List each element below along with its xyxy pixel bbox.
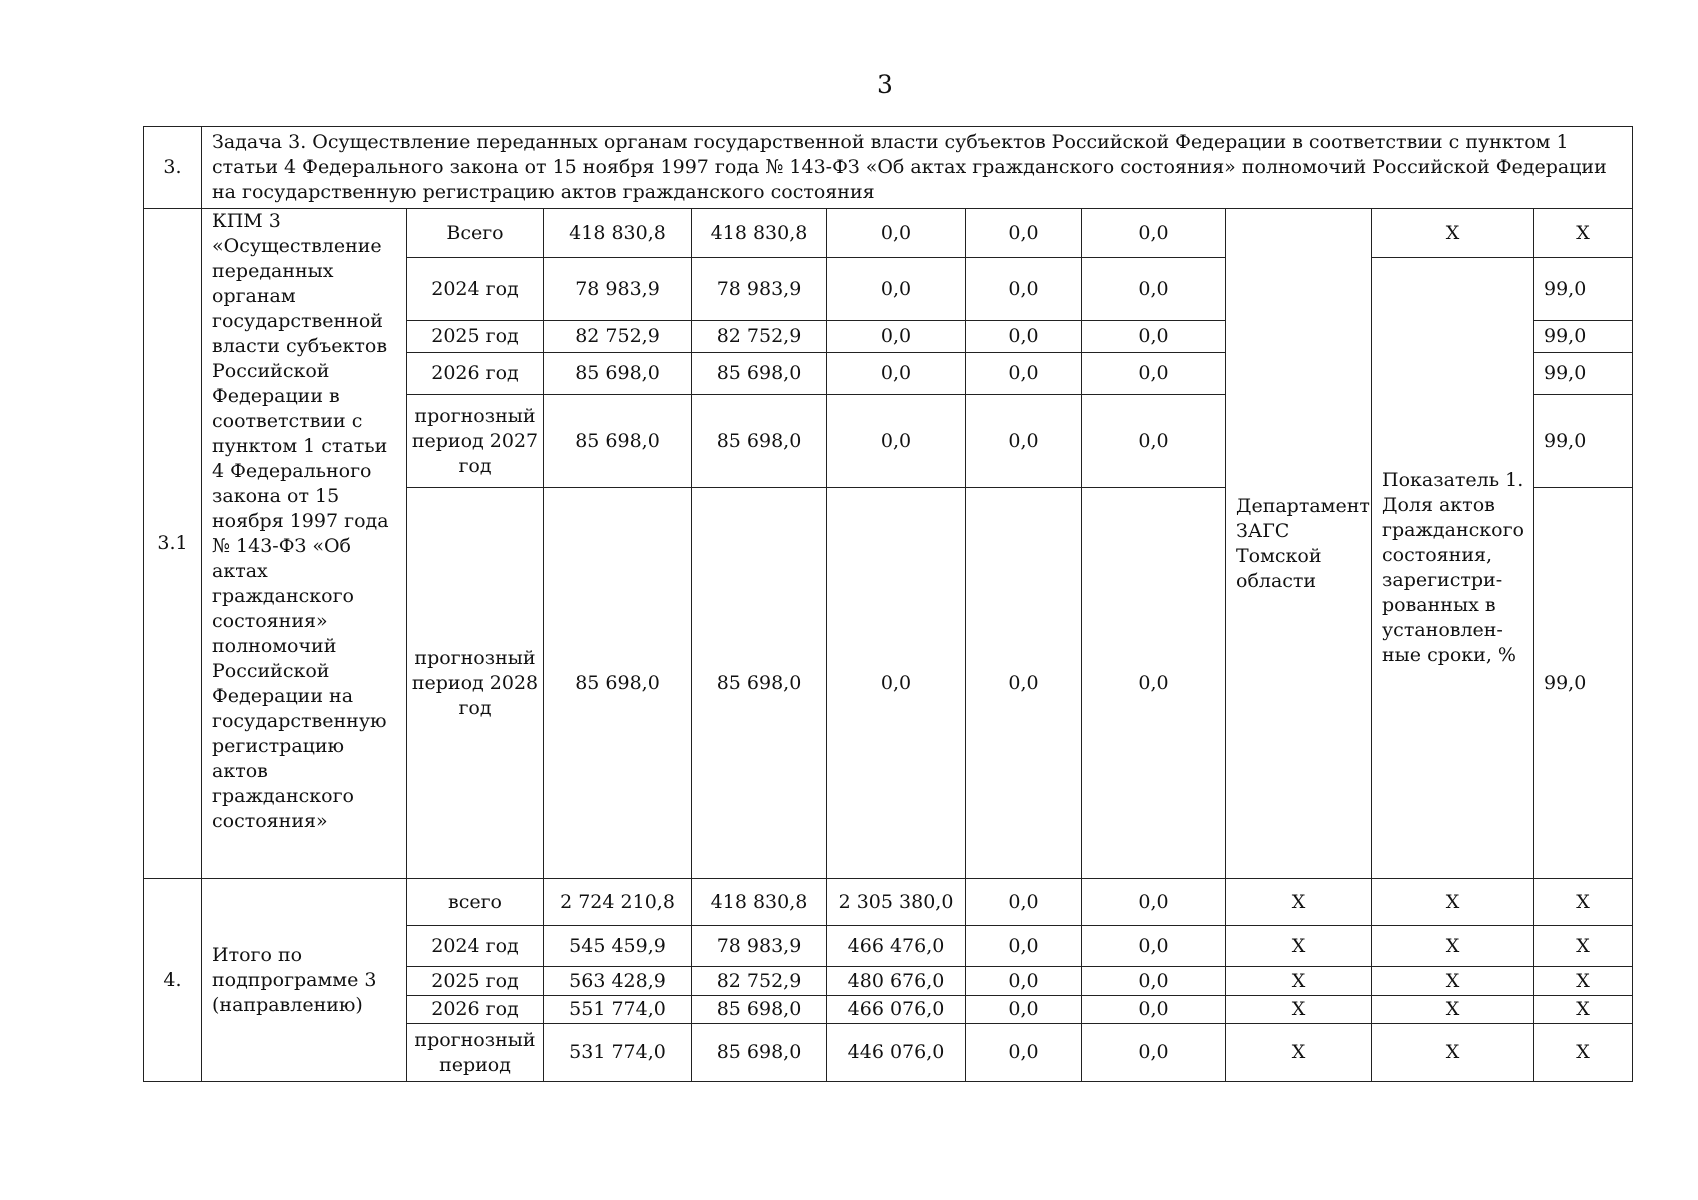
indicator-value-cell: 99,0 xyxy=(1534,353,1633,395)
period-cell: 2026 год xyxy=(407,996,544,1024)
indicator-name-cell: X xyxy=(1372,1024,1534,1082)
total-number: 4. xyxy=(144,879,202,1082)
total-cell: 551 774,0 xyxy=(544,996,692,1024)
other-cell: 0,0 xyxy=(1082,258,1226,321)
period-cell: 2024 год xyxy=(407,926,544,967)
regional-cell: 466 476,0 xyxy=(827,926,966,967)
period-cell: 2025 год xyxy=(407,321,544,353)
local-cell: 0,0 xyxy=(966,321,1082,353)
period-cell: 2025 год xyxy=(407,967,544,996)
local-cell: 0,0 xyxy=(966,1024,1082,1082)
page-number: 3 xyxy=(877,70,893,99)
table-row xyxy=(144,879,1633,926)
task-row xyxy=(144,127,1633,209)
other-cell: 0,0 xyxy=(1082,1024,1226,1082)
period-cell: 2024 год xyxy=(407,258,544,321)
period-cell: прогнозный период 2028 год xyxy=(407,488,544,879)
executor-cell: X xyxy=(1226,967,1372,996)
indicator-value-cell: X xyxy=(1534,879,1633,926)
period-cell: прогнозный период 2027 год xyxy=(407,395,544,488)
local-cell: 0,0 xyxy=(966,353,1082,395)
total-cell: 563 428,9 xyxy=(544,967,692,996)
table-row xyxy=(144,209,1633,258)
regional-cell: 0,0 xyxy=(827,321,966,353)
indicator-value-cell: X xyxy=(1534,967,1633,996)
regional-cell: 466 076,0 xyxy=(827,996,966,1024)
other-cell: 0,0 xyxy=(1082,926,1226,967)
period-cell: Всего xyxy=(407,209,544,258)
regional-cell: 446 076,0 xyxy=(827,1024,966,1082)
other-cell: 0,0 xyxy=(1082,488,1226,879)
local-cell: 0,0 xyxy=(966,395,1082,488)
total-name: Итого по подпрограмме 3 (направлению) xyxy=(202,879,407,1082)
local-cell: 0,0 xyxy=(966,967,1082,996)
regional-cell: 0,0 xyxy=(827,209,966,258)
task-number: 3. xyxy=(144,127,202,209)
executor-cell: X xyxy=(1226,1024,1372,1082)
indicator-name-cell: X xyxy=(1372,996,1534,1024)
regional-cell: 0,0 xyxy=(827,395,966,488)
indicator-value-cell: 99,0 xyxy=(1534,258,1633,321)
local-cell: 0,0 xyxy=(966,258,1082,321)
federal-cell: 418 830,8 xyxy=(692,209,827,258)
executor-cell: Департамент ЗАГС Томской области xyxy=(1226,209,1372,879)
total-cell: 531 774,0 xyxy=(544,1024,692,1082)
local-cell: 0,0 xyxy=(966,926,1082,967)
executor-cell: X xyxy=(1226,996,1372,1024)
task-title: Задача 3. Осуществление переданных органам государственной власти субъектов Российской Федерации в соответствии с пунктом 1 статьи 4 Федерального закона от 15 ноября 1997 года № 143-ФЗ «Об актах гражданского состояния» полномочий Российской Федерации на государственную регистрацию актов гражданского состояния xyxy=(202,127,1633,209)
indicator-value-cell: X xyxy=(1534,209,1633,258)
federal-cell: 78 983,9 xyxy=(692,926,827,967)
federal-cell: 82 752,9 xyxy=(692,321,827,353)
period-cell: 2026 год xyxy=(407,353,544,395)
indicator-name-cell: Показатель 1. Доля актов гражданского состояния, зарегистри-рованных в установлен-ные сроки, % xyxy=(1372,258,1534,879)
other-cell: 0,0 xyxy=(1082,996,1226,1024)
other-cell: 0,0 xyxy=(1082,879,1226,926)
indicator-value-cell: 99,0 xyxy=(1534,395,1633,488)
total-cell: 82 752,9 xyxy=(544,321,692,353)
total-cell: 78 983,9 xyxy=(544,258,692,321)
total-cell: 85 698,0 xyxy=(544,488,692,879)
regional-cell: 2 305 380,0 xyxy=(827,879,966,926)
local-cell: 0,0 xyxy=(966,996,1082,1024)
regional-cell: 480 676,0 xyxy=(827,967,966,996)
other-cell: 0,0 xyxy=(1082,321,1226,353)
total-cell: 418 830,8 xyxy=(544,209,692,258)
period-cell: прогнозный период xyxy=(407,1024,544,1082)
kpm-name: КПМ 3 «Осуществление переданных органам государственной власти субъектов Российской Федерации в соответствии с пунктом 1 статьи 4 Федерального закона от 15 ноября 1997 года № 143-ФЗ «Об актах гражданского состояния» полномочий Российской Федерации на государственную регистрацию актов гражданского состояния» xyxy=(202,209,407,879)
indicator-name-cell: X xyxy=(1372,209,1534,258)
indicator-value-cell: X xyxy=(1534,926,1633,967)
other-cell: 0,0 xyxy=(1082,353,1226,395)
other-cell: 0,0 xyxy=(1082,209,1226,258)
federal-cell: 418 830,8 xyxy=(692,879,827,926)
federal-cell: 78 983,9 xyxy=(692,258,827,321)
budget-table xyxy=(143,126,1633,1082)
indicator-value-cell: X xyxy=(1534,1024,1633,1082)
total-cell: 2 724 210,8 xyxy=(544,879,692,926)
local-cell: 0,0 xyxy=(966,209,1082,258)
indicator-name-cell: X xyxy=(1372,967,1534,996)
federal-cell: 85 698,0 xyxy=(692,353,827,395)
kpm-number: 3.1 xyxy=(144,209,202,879)
other-cell: 0,0 xyxy=(1082,967,1226,996)
indicator-name-cell: X xyxy=(1372,879,1534,926)
local-cell: 0,0 xyxy=(966,879,1082,926)
other-cell: 0,0 xyxy=(1082,395,1226,488)
total-cell: 545 459,9 xyxy=(544,926,692,967)
indicator-value-cell: 99,0 xyxy=(1534,488,1633,879)
period-cell: всего xyxy=(407,879,544,926)
federal-cell: 85 698,0 xyxy=(692,996,827,1024)
regional-cell: 0,0 xyxy=(827,353,966,395)
local-cell: 0,0 xyxy=(966,488,1082,879)
federal-cell: 85 698,0 xyxy=(692,395,827,488)
federal-cell: 82 752,9 xyxy=(692,967,827,996)
indicator-name-cell: X xyxy=(1372,926,1534,967)
regional-cell: 0,0 xyxy=(827,258,966,321)
executor-cell: X xyxy=(1226,879,1372,926)
total-cell: 85 698,0 xyxy=(544,395,692,488)
total-cell: 85 698,0 xyxy=(544,353,692,395)
indicator-value-cell: X xyxy=(1534,996,1633,1024)
federal-cell: 85 698,0 xyxy=(692,488,827,879)
regional-cell: 0,0 xyxy=(827,488,966,879)
indicator-value-cell: 99,0 xyxy=(1534,321,1633,353)
executor-cell: X xyxy=(1226,926,1372,967)
federal-cell: 85 698,0 xyxy=(692,1024,827,1082)
